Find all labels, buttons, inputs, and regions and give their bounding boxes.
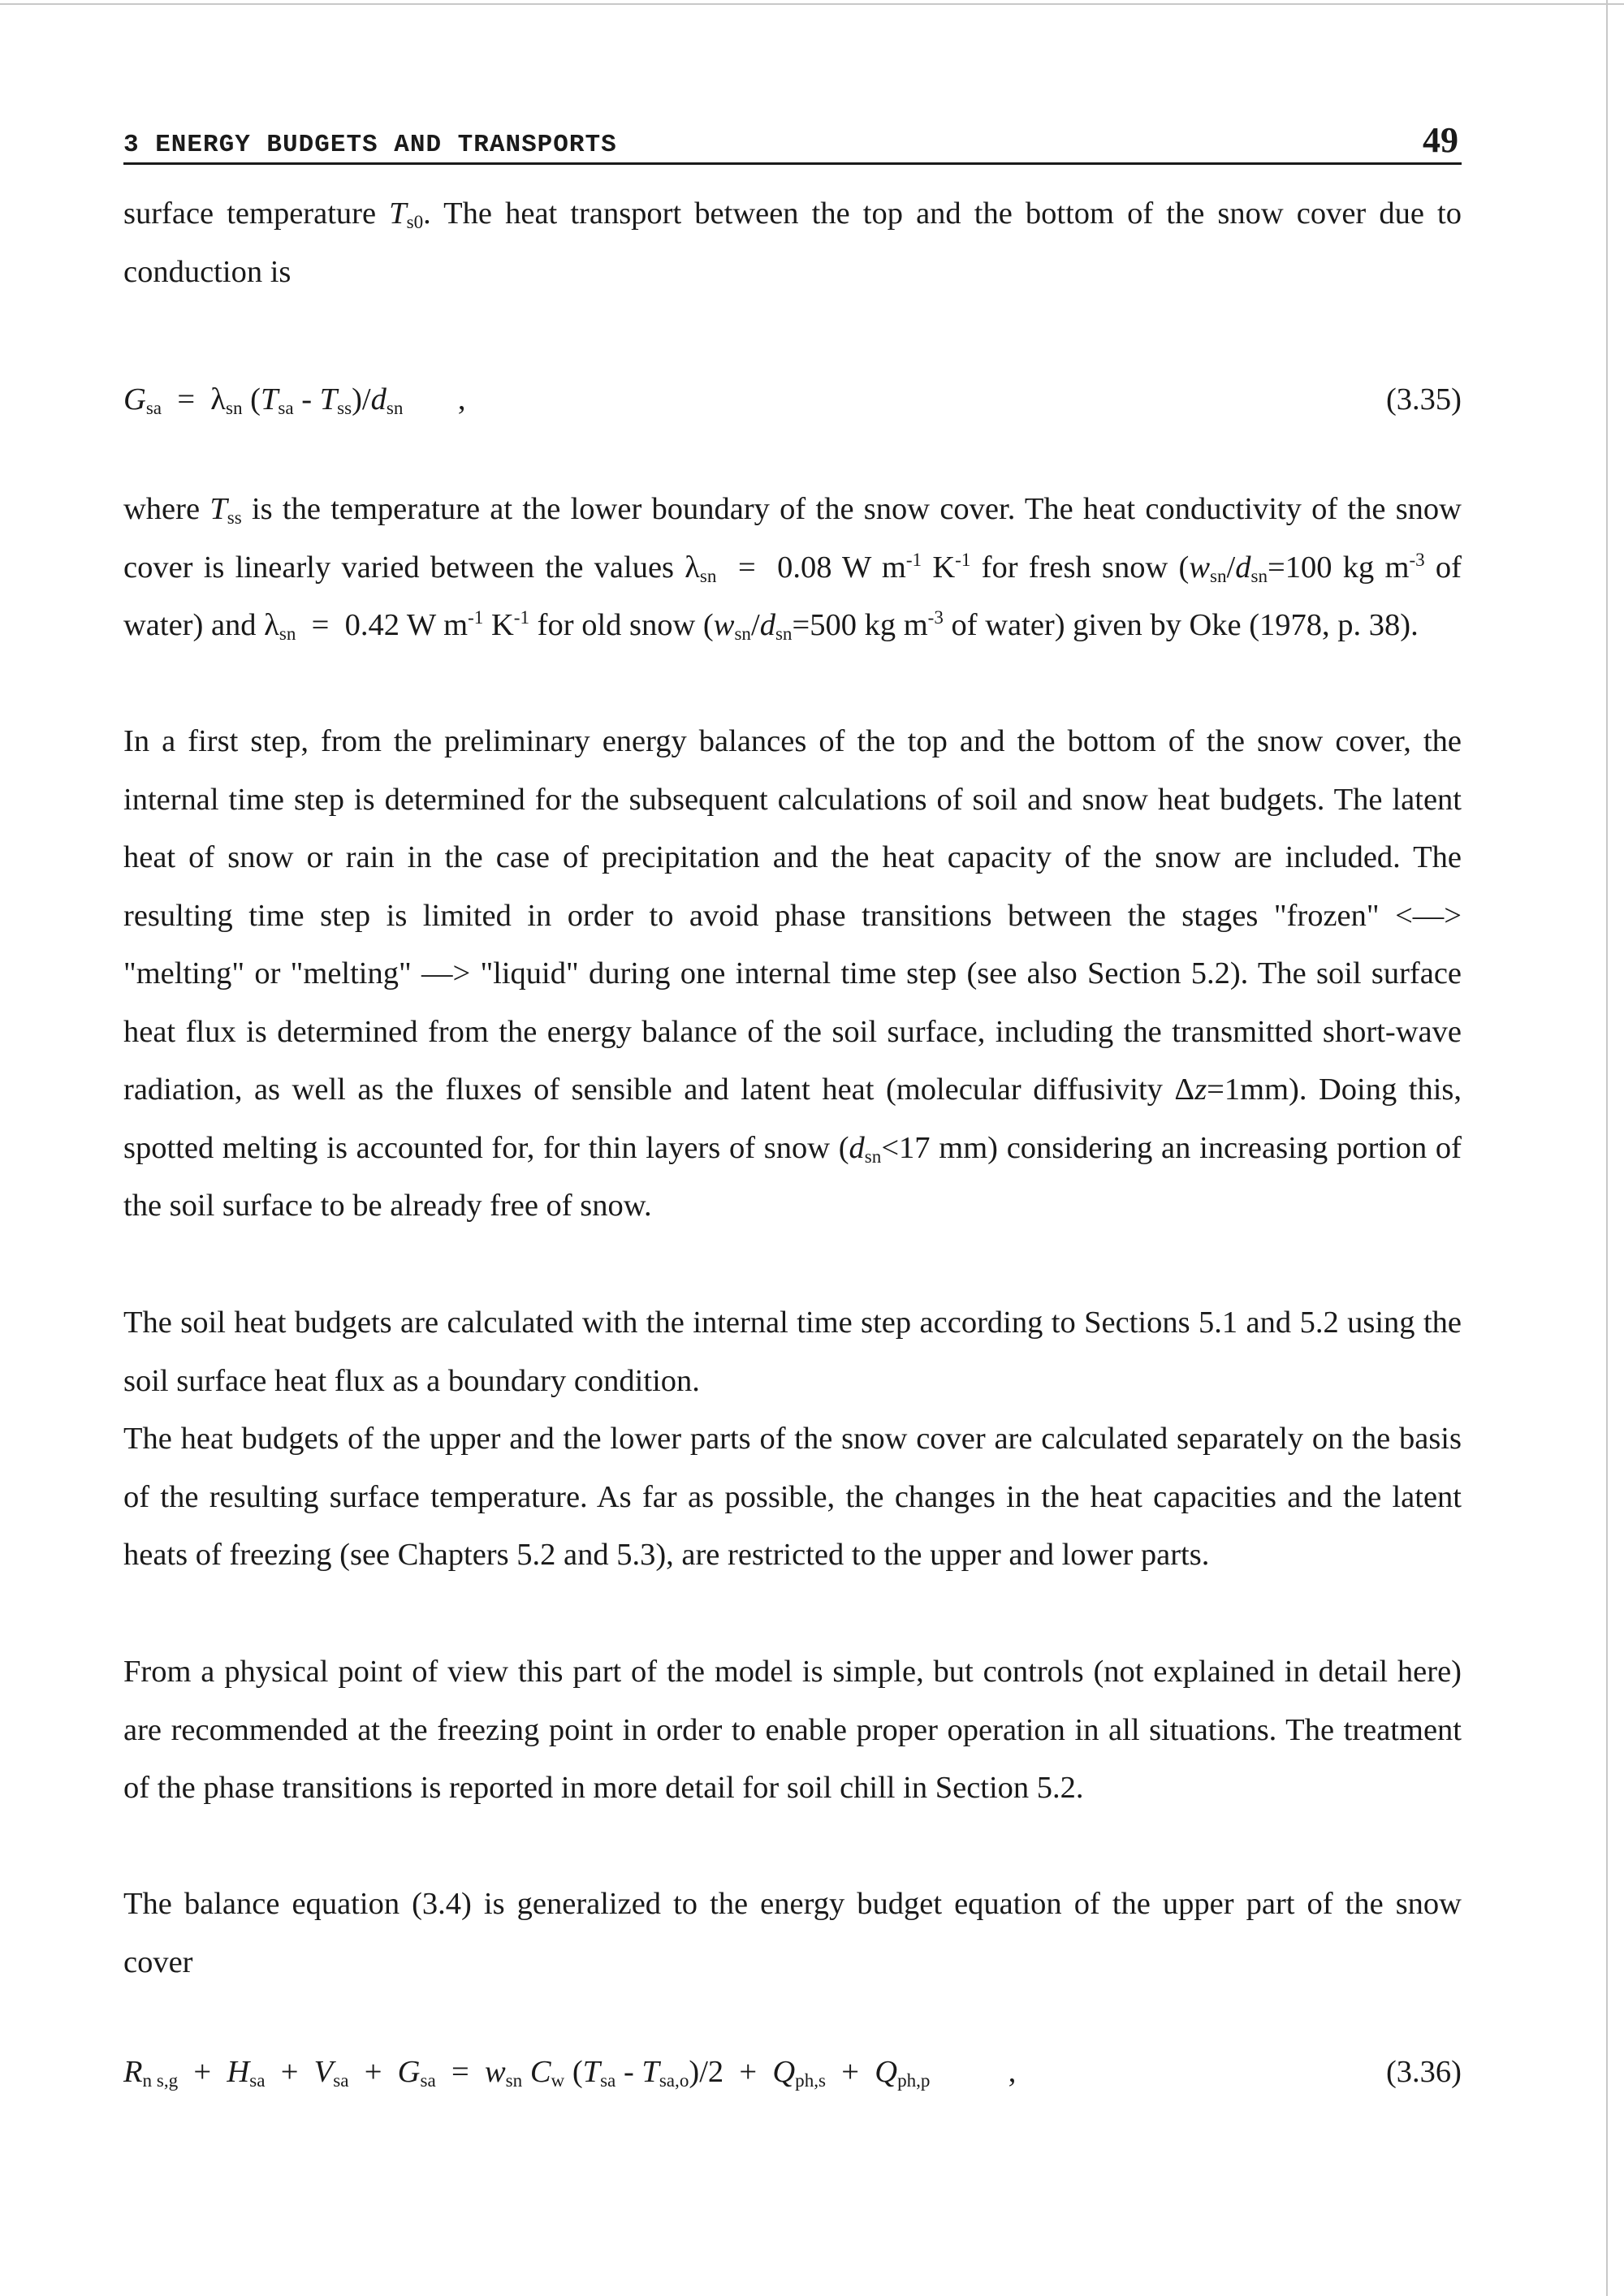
page-number: 49 [1423,120,1458,160]
scan-edge-top [0,3,1624,5]
paragraph-3: In a first step, from the preliminary energy balances of the top and the bottom of the snow cover, the internal time step is determined for the subsequent calculations of soil and snow heat budgets. The latent heat of snow or rain in the case of precipitation and the heat capacity of the snow are included. The resulting time step is limited in order to avoid phase transitions between the stages "frozen" <—> "melting" or "melting" —> "liquid" during one internal time step (see also Section 5.2). The soil surface heat flux is determined from the energy balance of the soil surface, including the transmitted short-wave radiation, as well as the fluxes of sensible and latent heat (molecular diffusivity Δz=1mm). Doing this, spotted melting is accounted for, for thin layers of snow ($d_{sn}<17$ mm) considering an increasing portion of the soil surface to be already free of snow. [123,724,1462,1223]
running-header [123,122,1462,165]
equation-3-36-body: $R_{n s,g} + H_{sa} + V_{sa} + G_{sa} = w_{sn}$ $C_w$ $(T_{sa} - T_{sa,o})/2 + Q_{ph,s} + Q_{ph,p}$ , [123,2055,1017,2091]
equation-3-36 [123,2048,1462,2096]
equation-3-35-body: $G_{sa} = \lambda_{sn}$ $(T_{sa} - T_{ss})/d_{sn}$ , [123,382,466,418]
paragraph-4: The soil heat budgets are calculated with the internal time step according to Sections 5.1 and 5.2 using the soil surface heat flux as a boundary condition. [123,1306,1462,1398]
paragraph-7: The balance equation (3.4) is generalized to the energy budget equation of the upper part of the snow cover [123,1887,1462,1979]
paragraph-5: The heat budgets of the upper and the lower parts of the snow cover are calculated separately on the basis of the resulting surface temperature. As far as possible, the changes in the heat capacities and the latent heats of freezing (see Chapters 5.2 and 5.3), are restricted to the upper and lower parts. [123,1422,1462,1572]
paragraph-6: From a physical point of view this part of the model is simple, but controls (not explained in detail here) are recommended at the freezing point in order to enable proper operation in all situations. The treatment of the phase transitions is reported in more detail for soil chill in Section 5.2. [123,1655,1462,1805]
paragraph-1: surface temperature $T_{s0}$. The heat transport between the top and the bottom of the snow cover due to conduction is [123,196,1462,289]
equation-3-35 [123,375,1462,424]
equation-number: (3.36) [1385,2055,1462,2089]
header-title: 3 ENERGY BUDGETS AND TRANSPORTS [123,131,617,159]
paragraph-2: where $T_{ss}$ is the temperature at the lower boundary of the snow cover. The heat conductivity of the snow cover is linearly varied between the values $\lambda_{sn} = 0.08$ W $m^{-1}$ $K^{-1}$ for fresh snow ($w_{sn}/d_{sn}=100$ kg $m^{-3}$ of water) and $\lambda_{sn} = 0.42$ W $m^{-1}$ $K^{-1}$ for old snow ($w_{sn}/d_{sn}=500$ kg $m^{-3}$ of water) given by Oke (1978, p. 38). [123,492,1462,644]
scan-edge-right [1606,0,1608,2296]
equation-number: (3.35) [1385,382,1462,416]
